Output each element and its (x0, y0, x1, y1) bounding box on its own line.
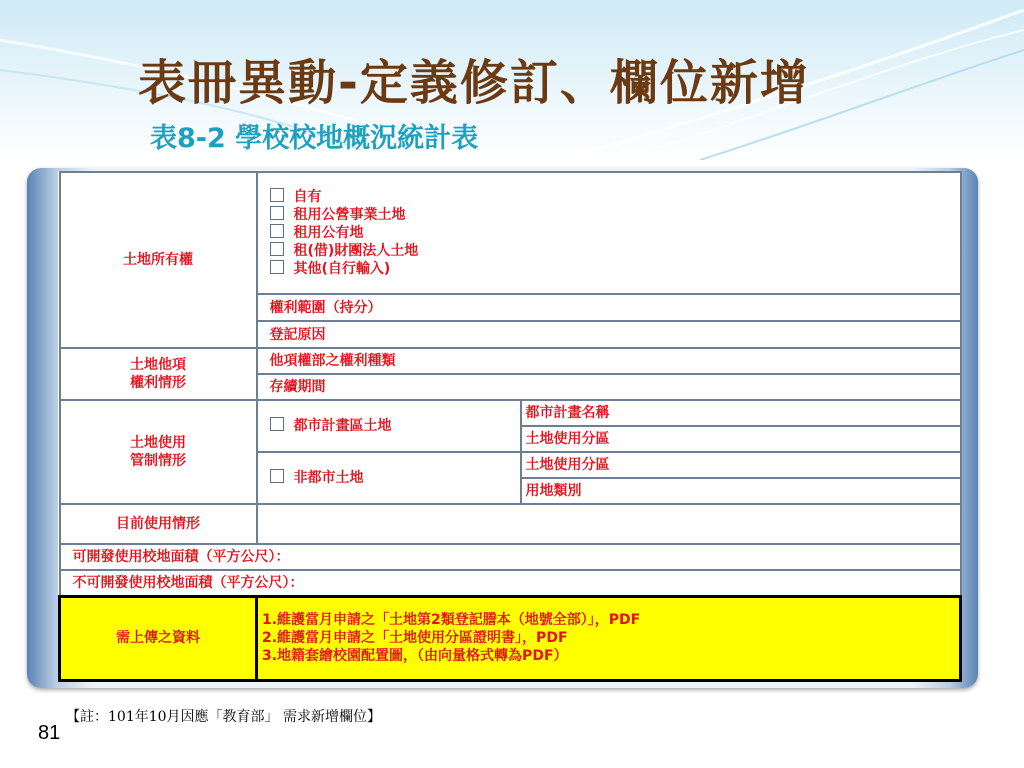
current-use-label: 目前使用情形 (60, 504, 257, 544)
other-rights-label: 土地他項 權利情形 (60, 348, 257, 400)
checkbox[interactable] (270, 224, 284, 238)
rights-scope-field[interactable]: 權利範圍（持分） (257, 294, 961, 321)
checkbox[interactable] (270, 469, 284, 483)
upload-item: 1.維護當月申請之「土地第2類登記謄本（地號全部）」，PDF (262, 612, 641, 628)
ownership-option-foundation[interactable]: 租(借)財團法人土地 (270, 242, 948, 260)
ownership-option-other[interactable]: 其他(自行輸入) (270, 260, 948, 278)
land-ownership-label: 土地所有權 (60, 172, 257, 348)
row-urban-plan-name (60, 400, 961, 426)
required-uploads-label: 需上傳之資料 (60, 596, 257, 680)
non-urban-zoning-field[interactable]: 土地使用分區 (521, 452, 961, 478)
ownership-option-public-land[interactable]: 租用公有地 (270, 224, 948, 242)
checkbox[interactable] (270, 188, 284, 202)
upload-item: 2.維護當月申請之「土地使用分區證明書」，PDF (262, 630, 568, 646)
footnote: 【註：101年10月因應「教育部」 需求新增欄位】 (66, 709, 381, 725)
row-non-developable-area (60, 570, 961, 596)
rights-type-field[interactable]: 他項權部之權利種類 (257, 348, 961, 374)
page-number: 81 (38, 722, 61, 744)
ownership-option-own[interactable]: 自有 (270, 188, 948, 206)
land-ownership-options (257, 172, 961, 294)
land-use-control-label: 土地使用 管制情形 (60, 400, 257, 504)
row-required-uploads (60, 596, 961, 680)
required-uploads-list (257, 596, 961, 680)
registration-reason-field[interactable]: 登記原因 (257, 321, 961, 348)
row-land-ownership (60, 172, 961, 294)
urban-plan-option[interactable]: 都市計畫區土地 (257, 400, 521, 452)
non-urban-option[interactable]: 非都市土地 (257, 452, 521, 504)
urban-plan-name-field[interactable]: 都市計畫名稱 (521, 400, 961, 426)
row-developable-area (60, 544, 961, 570)
upload-item: 3.地籍套繪校園配置圖，（由向量格式轉為PDF） (262, 648, 568, 664)
duration-field[interactable]: 存續期間 (257, 374, 961, 400)
row-current-use (60, 504, 961, 544)
checkbox[interactable] (270, 417, 284, 431)
non-developable-area-field[interactable]: 不可開發使用校地面積（平方公尺）： (60, 570, 961, 596)
developable-area-field[interactable]: 可開發使用校地面積（平方公尺）： (60, 544, 961, 570)
checkbox[interactable] (270, 242, 284, 256)
slide-title: 表冊異動-定義修訂、欄位新增 (138, 55, 810, 111)
land-category-field[interactable]: 用地類別 (521, 478, 961, 504)
current-use-field[interactable] (257, 504, 961, 544)
table-subtitle: 表8-2 學校校地概況統計表 (150, 123, 479, 154)
row-other-rights (60, 348, 961, 374)
checkbox[interactable] (270, 206, 284, 220)
checkbox[interactable] (270, 260, 284, 274)
school-land-form (58, 171, 962, 682)
ownership-option-public-enterprise[interactable]: 租用公營事業土地 (270, 206, 948, 224)
urban-zoning-field[interactable]: 土地使用分區 (521, 426, 961, 452)
